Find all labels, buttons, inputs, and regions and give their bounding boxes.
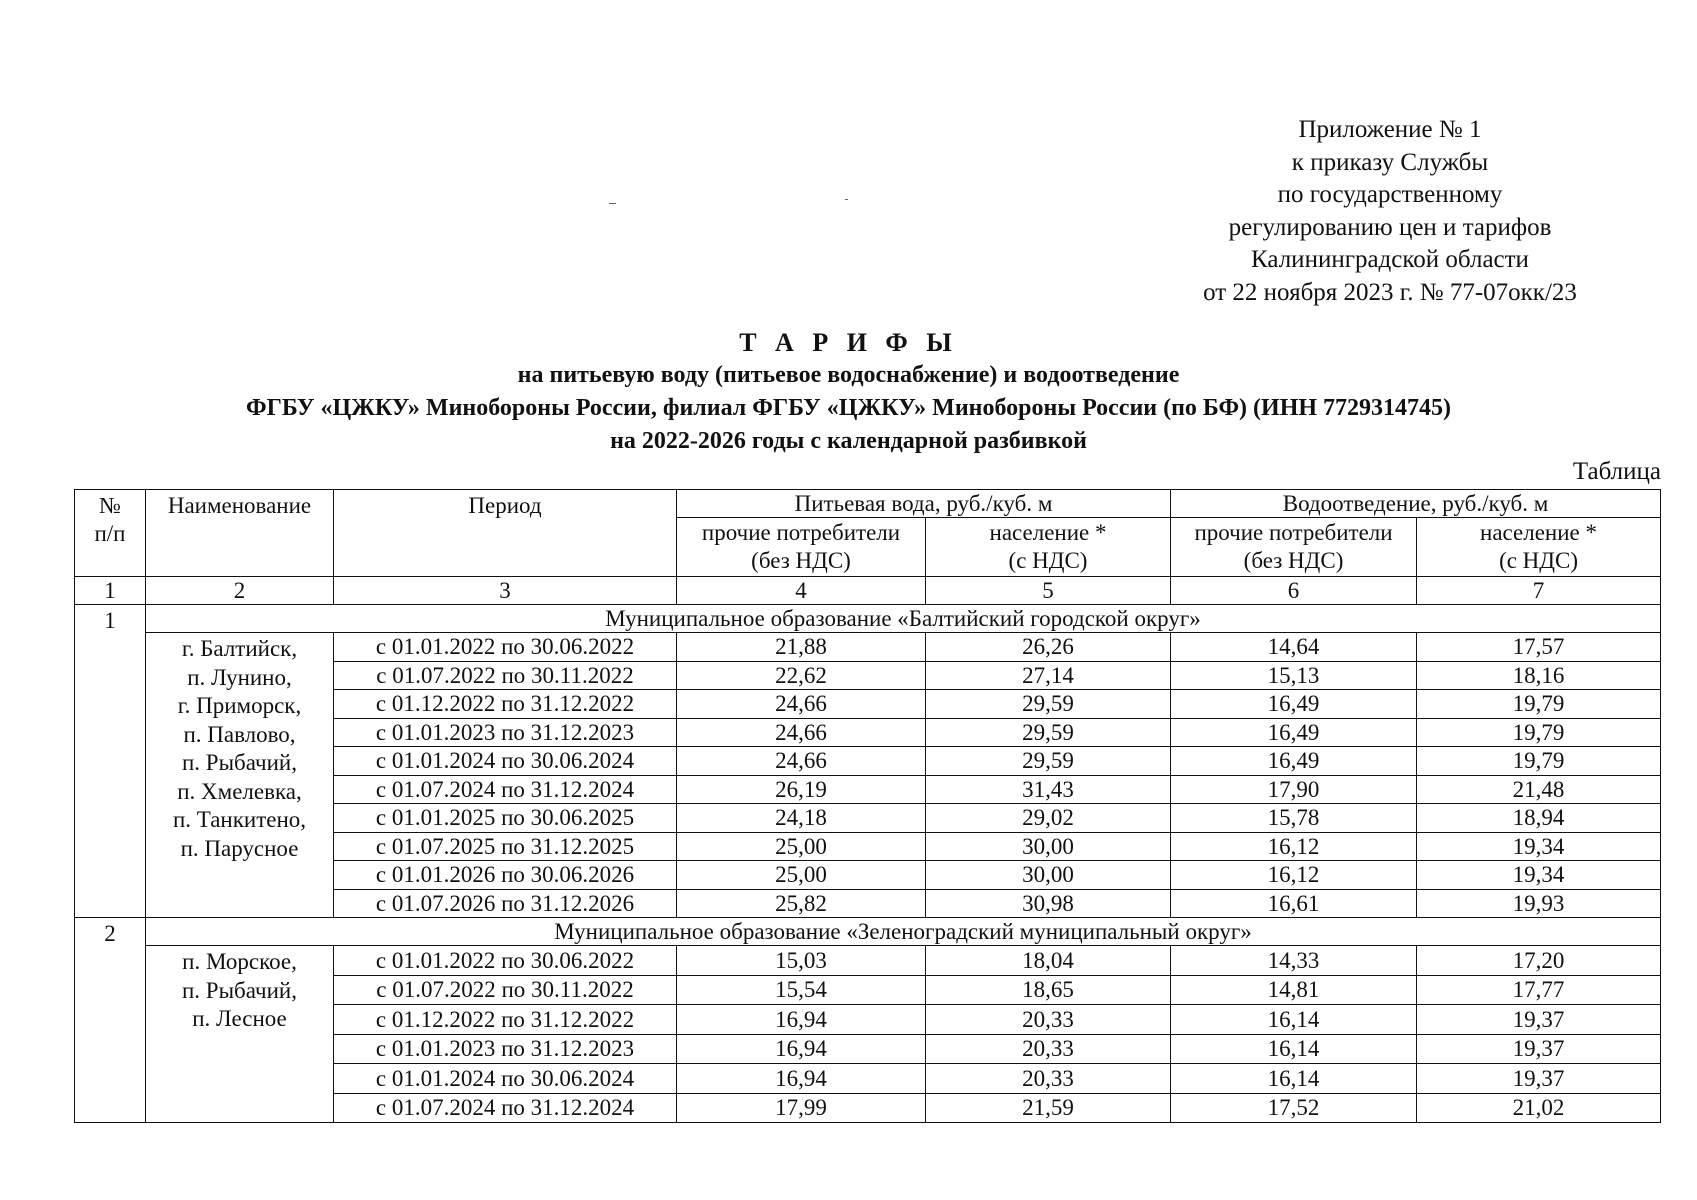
water-other-cell: 15,03: [677, 946, 926, 976]
water-other-cell: 25,82: [677, 889, 926, 918]
water-population-cell: 26,26: [926, 633, 1171, 662]
group-title: Муниципальное образование «Балтийский городской округ»: [146, 605, 1661, 633]
sewer-other-cell: 14,33: [1171, 946, 1417, 976]
sewer-population-cell: 19,34: [1417, 832, 1661, 861]
sewer-other-cell: 14,81: [1171, 975, 1417, 1005]
period-cell: с 01.07.2026 по 31.12.2026: [334, 889, 677, 918]
water-population-cell: 20,33: [926, 1064, 1171, 1094]
column-number: 3: [334, 577, 677, 605]
sewer-population-cell: 19,79: [1417, 718, 1661, 747]
water-other-cell: 16,94: [677, 1064, 926, 1094]
sewer-population-cell: 19,79: [1417, 747, 1661, 776]
period-cell: с 01.07.2022 по 30.11.2022: [334, 975, 677, 1005]
water-population-cell: 31,43: [926, 775, 1171, 804]
column-number: 1: [75, 577, 146, 605]
sewer-population-cell: 19,93: [1417, 889, 1661, 918]
settlements-cell: [146, 946, 334, 1123]
column-number: 7: [1417, 577, 1661, 605]
document-title-block: [0, 326, 1697, 458]
sewer-other-cell: 15,13: [1171, 661, 1417, 690]
water-population-cell: 20,33: [926, 1034, 1171, 1064]
column-number: 6: [1171, 577, 1417, 605]
appendix-line: Калининградской области: [1251, 246, 1529, 273]
water-population-cell: 18,65: [926, 975, 1171, 1005]
sewer-population-cell: 19,79: [1417, 690, 1661, 719]
scan-speck: [845, 199, 848, 200]
settlement-name: п. Павлово,: [183, 721, 296, 747]
water-population-cell: 27,14: [926, 661, 1171, 690]
sewer-population-cell: 17,57: [1417, 633, 1661, 662]
period-cell: с 01.01.2025 по 30.06.2025: [334, 804, 677, 833]
group-title: Муниципальное образование «Зеленоградский муниципальный округ»: [146, 918, 1661, 946]
document-period: на 2022-2026 годы с календарной разбивкой: [610, 428, 1087, 454]
settlement-name: п. Парусное: [180, 835, 299, 861]
column-number-row: [75, 577, 1661, 605]
sewer-other-cell: 17,52: [1171, 1093, 1417, 1123]
appendix-block: [1130, 114, 1650, 309]
column-number: 2: [146, 577, 334, 605]
group-number: 2: [75, 918, 146, 1123]
water-other-cell: 16,94: [677, 1005, 926, 1035]
sewer-other-cell: 16,49: [1171, 690, 1417, 719]
sewer-other-cell: 16,12: [1171, 832, 1417, 861]
header-water-population: население * (с НДС): [926, 518, 1171, 577]
water-other-cell: 22,62: [677, 661, 926, 690]
column-number: 5: [926, 577, 1171, 605]
period-cell: с 01.07.2024 по 31.12.2024: [334, 1093, 677, 1123]
sewer-population-cell: 18,16: [1417, 661, 1661, 690]
water-other-cell: 24,66: [677, 747, 926, 776]
document-organization: ФГБУ «ЦЖКУ» Минобороны России, филиал ФГБУ «ЦЖКУ» Минобороны России (по БФ) (ИНН 7729314745): [245, 395, 1452, 421]
header-name: Наименование: [146, 490, 334, 577]
period-cell: с 01.01.2023 по 31.12.2023: [334, 1034, 677, 1064]
period-cell: с 01.07.2024 по 31.12.2024: [334, 775, 677, 804]
settlement-name: п. Хмелевка,: [177, 778, 302, 804]
settlement-name: п. Лунино,: [187, 664, 292, 690]
water-other-cell: 25,00: [677, 861, 926, 890]
period-cell: с 01.01.2023 по 31.12.2023: [334, 718, 677, 747]
water-other-cell: 25,00: [677, 832, 926, 861]
document-subtitle: на питьевую воду (питьевое водоснабжение) и водоотведение: [517, 362, 1180, 388]
sewer-population-cell: 18,94: [1417, 804, 1661, 833]
appendix-line: регулированию цен и тарифов: [1228, 213, 1552, 241]
scan-speck: [609, 203, 616, 204]
sewer-population-cell: 19,37: [1417, 1034, 1661, 1064]
appendix-line: к приказу Службы: [1291, 148, 1489, 176]
header-sewer-group: Водоотведение, руб./куб. м: [1171, 490, 1661, 518]
sewer-other-cell: 16,14: [1171, 1005, 1417, 1035]
water-other-cell: 26,19: [677, 775, 926, 804]
sewer-population-cell: 19,37: [1417, 1064, 1661, 1094]
period-cell: с 01.01.2024 по 30.06.2024: [334, 1064, 677, 1094]
settlement-name: п. Рыбачий,: [182, 977, 297, 1003]
period-cell: с 01.12.2022 по 31.12.2022: [334, 1005, 677, 1035]
sewer-other-cell: 16,12: [1171, 861, 1417, 890]
sewer-population-cell: 17,20: [1417, 946, 1661, 976]
table-row: [75, 633, 1661, 662]
header-num: № п/п: [75, 490, 146, 577]
water-population-cell: 29,02: [926, 804, 1171, 833]
period-cell: с 01.07.2022 по 30.11.2022: [334, 661, 677, 690]
sewer-population-cell: 21,02: [1417, 1093, 1661, 1123]
table-header-row: [75, 490, 1661, 518]
water-population-cell: 29,59: [926, 747, 1171, 776]
header-water-other: прочие потребители (без НДС): [677, 518, 926, 577]
period-cell: с 01.07.2025 по 31.12.2025: [334, 832, 677, 861]
header-sewer-population: население * (с НДС): [1417, 518, 1661, 577]
sewer-other-cell: 16,49: [1171, 747, 1417, 776]
header-sewer-other: прочие потребители (без НДС): [1171, 518, 1417, 577]
sewer-population-cell: 21,48: [1417, 775, 1661, 804]
sewer-population-cell: 17,77: [1417, 975, 1661, 1005]
tariff-table: [74, 489, 1661, 1123]
water-population-cell: 20,33: [926, 1005, 1171, 1035]
table-caption: Таблица: [1572, 458, 1661, 485]
column-number: 4: [677, 577, 926, 605]
document-title: Т А Р И Ф Ы: [739, 328, 958, 357]
sewer-other-cell: 17,90: [1171, 775, 1417, 804]
group-header-row: [75, 918, 1661, 946]
group-header-row: [75, 605, 1661, 633]
water-population-cell: 30,00: [926, 832, 1171, 861]
water-population-cell: 21,59: [926, 1093, 1171, 1123]
sewer-other-cell: 16,49: [1171, 718, 1417, 747]
header-period: Период: [334, 490, 677, 577]
water-other-cell: 24,66: [677, 718, 926, 747]
appendix-line: Приложение № 1: [1298, 116, 1482, 143]
period-cell: с 01.01.2022 по 30.06.2022: [334, 946, 677, 976]
sewer-population-cell: 19,37: [1417, 1005, 1661, 1035]
sewer-other-cell: 15,78: [1171, 804, 1417, 833]
settlement-name: п. Танкитено,: [172, 807, 307, 832]
water-other-cell: 21,88: [677, 633, 926, 662]
table-row: [75, 946, 1661, 976]
appendix-line: по государственному: [1277, 181, 1503, 208]
water-population-cell: 30,00: [926, 861, 1171, 890]
sewer-population-cell: 19,34: [1417, 861, 1661, 890]
water-other-cell: 24,18: [677, 804, 926, 833]
appendix-line: от 22 ноября 2023 г. № 77-07окк/23: [1203, 278, 1577, 306]
sewer-other-cell: 14,64: [1171, 633, 1417, 662]
sewer-other-cell: 16,14: [1171, 1034, 1417, 1064]
settlements-cell: [146, 633, 334, 918]
water-population-cell: 29,59: [926, 718, 1171, 747]
water-other-cell: 15,54: [677, 975, 926, 1005]
water-other-cell: 24,66: [677, 690, 926, 719]
settlement-name: п. Лесное: [192, 1006, 287, 1031]
sewer-other-cell: 16,61: [1171, 889, 1417, 918]
settlement-name: г. Балтийск,: [181, 636, 298, 661]
period-cell: с 01.01.2026 по 30.06.2026: [334, 861, 677, 890]
sewer-other-cell: 16,14: [1171, 1064, 1417, 1094]
settlement-name: п. Морское,: [182, 949, 297, 974]
period-cell: с 01.12.2022 по 31.12.2022: [334, 690, 677, 719]
water-population-cell: 29,59: [926, 690, 1171, 719]
water-other-cell: 16,94: [677, 1034, 926, 1064]
water-population-cell: 18,04: [926, 946, 1171, 976]
water-other-cell: 17,99: [677, 1093, 926, 1123]
settlement-name: п. Рыбачий,: [182, 750, 297, 775]
water-population-cell: 30,98: [926, 889, 1171, 918]
header-water-group: Питьевая вода, руб./куб. м: [677, 490, 1171, 518]
period-cell: с 01.01.2024 по 30.06.2024: [334, 747, 677, 776]
period-cell: с 01.01.2022 по 30.06.2022: [334, 633, 677, 662]
group-number: 1: [75, 605, 146, 918]
settlement-name: г. Приморск,: [177, 693, 302, 718]
